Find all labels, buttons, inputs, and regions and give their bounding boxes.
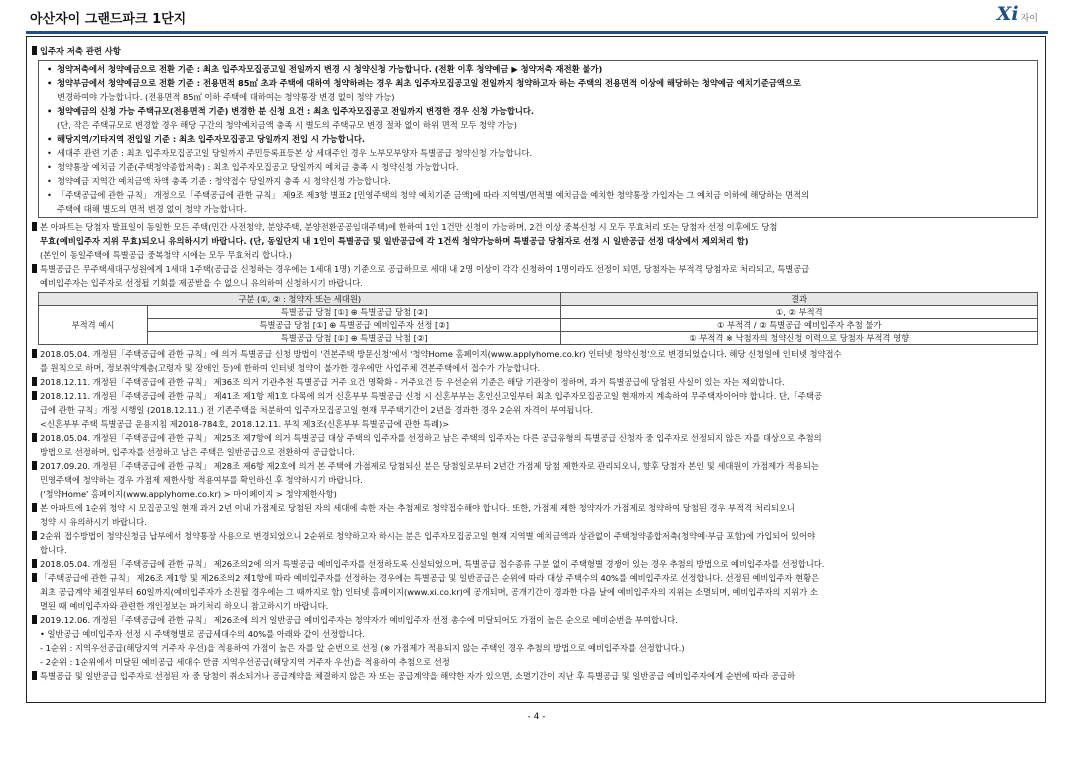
- note-line: 2017.09.20. 개정된「주택공급에 관한 규칙」 제28조 제6항 제2호에 의거 본 주택에 가점제로 당첨되신 분은 당첨일로부터 2년간 가점제 당첨 제한자로 관리되오니, 향후 당첨자 본인 및 세대원이 가점제가 적용되는: [32, 459, 1042, 473]
- table-header-cell: 구분 (①, ② : 청약자 또는 세대원): [39, 293, 561, 306]
- note-line: ('청약Home' 홈페이지(www.applyhome.co.kr) > 마이페이지 > 청약제한사항): [40, 489, 337, 499]
- rule-item: • 청약예금 지역간 예치금액 차액 충족 기준 : 청약접수 당일까지 충족 시 청약신청 가능합니다.: [47, 176, 391, 186]
- note-line: 본 아파트에 1순위 청약 시 모집공고일 현재 과거 2년 이내 가점제로 당첨된 자의 세대에 속한 자는 추첨제로 청약접수해야 합니다. 또한, 가점제 제한 청약자가 가점제로 청약하여 당첨된 경우 부적격 처리되오니: [32, 501, 1042, 515]
- xi-logo: [997, 3, 1038, 25]
- table-header-cell: 결과: [561, 293, 1038, 306]
- note-line: - 1순위 : 지역우선공급(해당지역 거주자 우선)을 적용하여 가점이 높은 자를 앞 순번으로 선정 (※ 가점제가 적용되지 않는 주택인 경우 추첨의 방법으로 예비입주자를 선정합니다.): [40, 643, 685, 653]
- page-title: 아산자이 그랜드파크 1단지: [30, 12, 187, 27]
- note-line: 2018.05.04. 개정된「주택공급에 관한 규칙」 제26조의2에 의거 특별공급 예비입주자를 선정하도록 신설되었으며, 특별공급 접수종류 구분 없이 주택형별 경쟁이 있는 경우 추첨의 방법으로 예비입주자를 선정합니다.: [32, 557, 1042, 571]
- square-bullet-icon: [32, 573, 37, 582]
- rule-item-cont: (단, 작은 주택규모로 변경할 경우 해당 구간의 청약예치금액 충족 시 별도의 주택규모 변경 절차 없이 하위 면적 모두 청약 가능): [57, 120, 517, 130]
- note-line: 「주택공급에 관한 규칙」 제26조 제1항 및 제26조의2 제1항에 따라 예비입주자를 선정하는 경우에는 특별공급 및 일반공급은 순위에 따라 대상 주택수의 40%를 예비입주자로 선정합니다. 선정된 예비입주자 현황은: [32, 571, 1042, 585]
- note-line: 2018.05.04. 개정된「주택공급에 관한 규칙」에 의거 특별공급 신청 방법이 '견본주택 방문신청'에서 '청약Home 홈페이지(www.applyhome.co.kr) 인터넷 청약신청'으로 변경되었습니다. 해당 신청일에 인터넷 청약접수: [32, 347, 1042, 361]
- note-line: 2019.12.06. 개정된「주택공급에 관한 규칙」 제26조에 의거 일반공급 예비입주자는 청약자가 예비입주자 선정 총수에 미달되어도 가점이 높은 순으로 예비순번을 부여합니다.: [32, 613, 1042, 627]
- table-cell: ①, ② 부적격: [561, 306, 1038, 319]
- note-line: <신혼부부 주택 특별공급 운용지침 제2018-784호, 2018.12.11. 부칙 제3조(신혼부부 특별공급에 관한 특례)>: [40, 419, 450, 429]
- note-line: 를 원칙으로 하며, 정보취약계층(고령자 및 장애인 등)에 한하여 인터넷 청약이 불가한 경우에만 사업주체 견본주택에서 접수가 가능합니다.: [40, 363, 541, 373]
- note-line: 방법으로 선정하며, 입주자를 선정하고 남은 주택은 일반공급으로 전환하여 공급합니다.: [40, 447, 355, 457]
- square-bullet-icon: [32, 615, 37, 624]
- square-bullet-icon: [32, 503, 37, 512]
- rule-item: • 해당지역/기타지역 전입일 기준 : 최초 입주자모집공고 당일까지 전입 시 가능합니다.: [47, 134, 366, 144]
- square-bullet-icon: [32, 46, 37, 55]
- note-line: 2순위 접수방법이 청약신청금 납부에서 청약통장 사용으로 변경되었으니 2순위로 청약하고자 하시는 분은 입주자모집공고일 현재 지역별 예치금액과 상관없이 주택청약종합저축(청약예·부금 포함)에 가입되어 있어야: [32, 529, 1042, 543]
- rule-item: • 청약예금의 신청 가능 주택규모(전용면적 기준) 변경한 분 신청 요건 : 최초 입주자모집공고 전일까지 변경한 경우 신청 가능합니다.: [47, 106, 535, 116]
- duplicate-application-notice: 본 아파트는 당첨자 발표일이 동일한 모든 주택(민간 사전청약, 분양주택, 분양전환공공임대주택)에 한하여 1인 1건만 신청이 가능하며, 2건 이상 중복신청 시 모두 무효처리 또는 당첨자 선정 이후에도 당첨 무효(예비입주자 지위 무효)되오니 유의하시기 바랍니다. (단, 동일단지 내 1인이 특별공급 및 일반공급에 각 1건씩 청약가능하며 특별공급 당첨자로 선정 시 일반공급 선정 대상에서 제외처리 함) (본인이 동일주택에 특별공급 중복청약 시에는 모두 무효처리 합니다.): [32, 220, 1042, 262]
- rule-item-cont: 주택에 대해 별도의 면적 변경 없이 청약 가능합니다.: [57, 204, 247, 214]
- square-bullet-icon: [32, 349, 37, 358]
- square-bullet-icon: [32, 531, 37, 540]
- page-header: [26, 0, 1048, 32]
- rule-item: • 청약저축에서 청약예금으로 전환 기준 : 최초 입주자모집공고일 전일까지 변경 시 청약신청 가능합니다. (전환 이후 청약예금 ▶ 청약저축 재전환 불가): [47, 64, 603, 74]
- table-cell: 특별공급 당첨 [①] ⊕ 특별공급 낙첨 [②]: [148, 332, 561, 345]
- rule-item: • 세대주 관련 기준 : 최초 입주자모집공고일 당일까지 주민등록표등본 상 세대주인 경우 노부모부양자 특별공급 청약신청 가능합니다.: [47, 148, 533, 158]
- note-line: 청약 시 유의하시기 바랍니다.: [40, 517, 147, 527]
- special-supply-notice: 특별공급은 무주택세대구성원에게 1세대 1주택(공급을 신청하는 경우에는 1세대 1명) 기준으로 공급하므로 세대 내 2명 이상이 각각 신청하여 1명이라도 선정이 되면, 당첨자는 부적격 당첨자로 처리되고, 특별공급 예비입주자는 입주자로 선정될 기회를 제공받을 수 없으니 유의하여 신청하시기 바랍니다.: [32, 262, 1042, 290]
- table-row: [39, 332, 1038, 345]
- rule-item-cont: 변경하여야 가능합니다. (전용면적 85㎡ 이하 주택에 대하여는 청약통장 변경 없이 청약 가능): [57, 92, 395, 102]
- savings-rules-box: [38, 60, 1038, 218]
- table-header-row: [39, 293, 1038, 306]
- note-line: 최초 공급계약 체결일부터 60일까지(예비입주자가 소진될 경우에는 그 때까지로 함) 인터넷 홈페이지(www.xi.co.kr)에 공개되며, 공개기간이 경과한 다음 날에 예비입주자의 지위는 소멸되며, 예비입주자의 지위가 소: [40, 587, 818, 597]
- rule-item: • 청약통장 예치금 기준(주택청약종합저축) : 최초 입주자모집공고 당일까지 예치금 충족 시 청약신청 가능합니다.: [47, 162, 459, 172]
- rule-item: • 「주택공급에 관한 규칙」 개정으로「주택공급에 관한 규칙」 제9조 제3항 별표2 [민영주택의 청약 예치기준 금액]에 따라 지역별/면적별 예치금을 예치한 청약통장 가입자는 그 예치금 이하에 해당하는 면적의: [47, 190, 810, 200]
- header-divider: [26, 31, 1048, 34]
- table-cell: 특별공급 당첨 [①] ⊕ 특별공급 예비입주자 선정 [②]: [148, 319, 561, 332]
- xi-logo-text: 자이: [1020, 13, 1038, 24]
- square-bullet-icon: [32, 461, 37, 470]
- note-line: 특별공급 및 일반공급 입주자로 선정된 자 중 당첨이 취소되거나 공급계약을 체결하지 않은 자 또는 공급계약을 해약한 자가 있으면, 소멸기간이 지난 후 특별공급 및 일반공급 예비입주자에게 순번에 따라 공급하: [32, 669, 1042, 683]
- rule-item: • 청약부금에서 청약예금으로 전환 기준 : 전용면적 85㎡ 초과 주택에 대하여 청약하려는 경우 최초 입주자모집공고일 전일까지 청약하고자 하는 주택의 전용면적 이상에 해당하는 청약예금 예치기준금액으로: [47, 78, 801, 88]
- note-line: 2018.05.04. 개정된「주택공급에 관한 규칙」 제25조 제7항에 의거 특별공급 대상 주택의 입주자를 선정하고 남은 주택의 입주자는 다른 공급유형의 특별공급 신청자 중 입주자로 선정되지 않은 자를 대상으로 추첨의: [32, 431, 1042, 445]
- square-bullet-icon: [32, 377, 37, 386]
- square-bullet-icon: [32, 222, 37, 231]
- table-row: [39, 319, 1038, 332]
- square-bullet-icon: [32, 433, 37, 442]
- note-line: • 일반공급 예비입주자 선정 시 주택형별로 공급세대수의 40%를 아래와 같이 선정합니다.: [40, 629, 365, 639]
- square-bullet-icon: [32, 559, 37, 568]
- note-line: 급에 관한 규칙」개정 시행일 (2018.12.11.) 전 기존주택을 처분하여 입주자모집공고일 현재 무주택기간이 2년을 경과한 경우 2순위 자격이 부여됩니다.: [40, 405, 594, 415]
- document-content: [32, 44, 1042, 683]
- xi-logo-mark: Xi: [996, 3, 1019, 25]
- note-line: 2018.12.11. 개정된「주택공급에 관한 규칙」 제36조 의거 기관추천 특별공급 거주 요건 명확화 - 거주요건 등 우선순위 기준은 해당 기관장이 정하며, 과거 특별공급에 당첨된 사실이 있는 자는 제외합니다.: [32, 375, 1042, 389]
- ineligible-example-table: [38, 292, 1038, 345]
- note-line: 2018.12.11. 개정된「주택공급에 관한 규칙」 제41조 제1항 제1호 다목에 의거 신혼부부 특별공급 신청 시 신혼부부는 혼인신고일부터 최초 입주자모집공고일 현재까지 계속하여 무주택자이어야 합니다. 단,「주택공: [32, 389, 1042, 403]
- note-line: - 2순위 : 1순위에서 미달된 예비공급 세대수 만큼 지역우선공급(해당지역 거주자 우선)을 적용하여 추첨으로 선정: [40, 657, 450, 667]
- square-bullet-icon: [32, 264, 37, 273]
- regulation-notes: [32, 347, 1042, 683]
- table-row: [39, 306, 1038, 319]
- table-cell: ① 부적격 / ② 특별공급 예비입주자 추첨 불가: [561, 319, 1038, 332]
- section-title: 입주자 저축 관련 사항: [32, 44, 1042, 58]
- square-bullet-icon: [32, 671, 37, 680]
- note-line: 민영주택에 청약하는 경우 가점제 제한사항 적용여부를 확인하신 후 청약하시기 바랍니다.: [40, 475, 363, 485]
- square-bullet-icon: [32, 391, 37, 400]
- page-number: - 4 -: [527, 712, 546, 722]
- note-line: 합니다.: [40, 545, 67, 555]
- section-savings: [32, 44, 1042, 218]
- note-line: 멸된 때 예비입주자와 관련한 개인정보는 파기처리 하오니 참고하시기 바랍니다.: [40, 601, 329, 611]
- table-cell: ① 부적격 ※ 낙첨자의 청약신청 이력으로 당첨자 부적격 영향: [561, 332, 1038, 345]
- table-row-label: 부적격 예시: [39, 306, 148, 345]
- table-cell: 특별공급 당첨 [①] ⊕ 특별공급 당첨 [②]: [148, 306, 561, 319]
